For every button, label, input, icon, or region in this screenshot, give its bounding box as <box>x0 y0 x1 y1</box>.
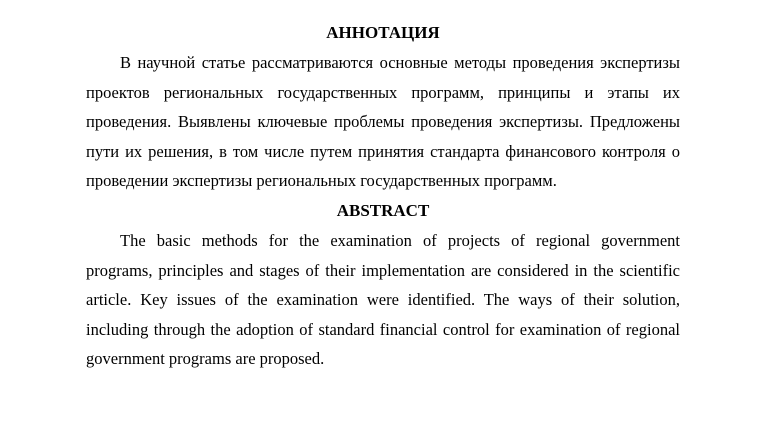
abstract-section <box>86 196 680 374</box>
annotation-heading: АННОТАЦИЯ <box>326 23 440 42</box>
document-body <box>86 18 680 374</box>
annotation-section <box>86 18 680 196</box>
abstract-heading: ABSTRACT <box>336 200 430 220</box>
abstract-paragraph: The basic methods for the examination of projects of regional government programs, principles and stages of their implementation are considered in the scientific article. Key issues of the examination were identified. The ways of their solution, including through the adoption of standard financial control for examination of regional government programs are proposed. <box>86 230 680 369</box>
annotation-paragraph: В научной статье рассматриваются основные методы проведения экспертизы проектов региональных государственных программ, принципы и этапы их проведения. Выявлены ключевые проблемы проведения экспертизы. Предложены пути их решения, в том числе путем принятия стандарта финансового контроля о проведении экспертизы региональных государственных программ. <box>86 53 680 191</box>
